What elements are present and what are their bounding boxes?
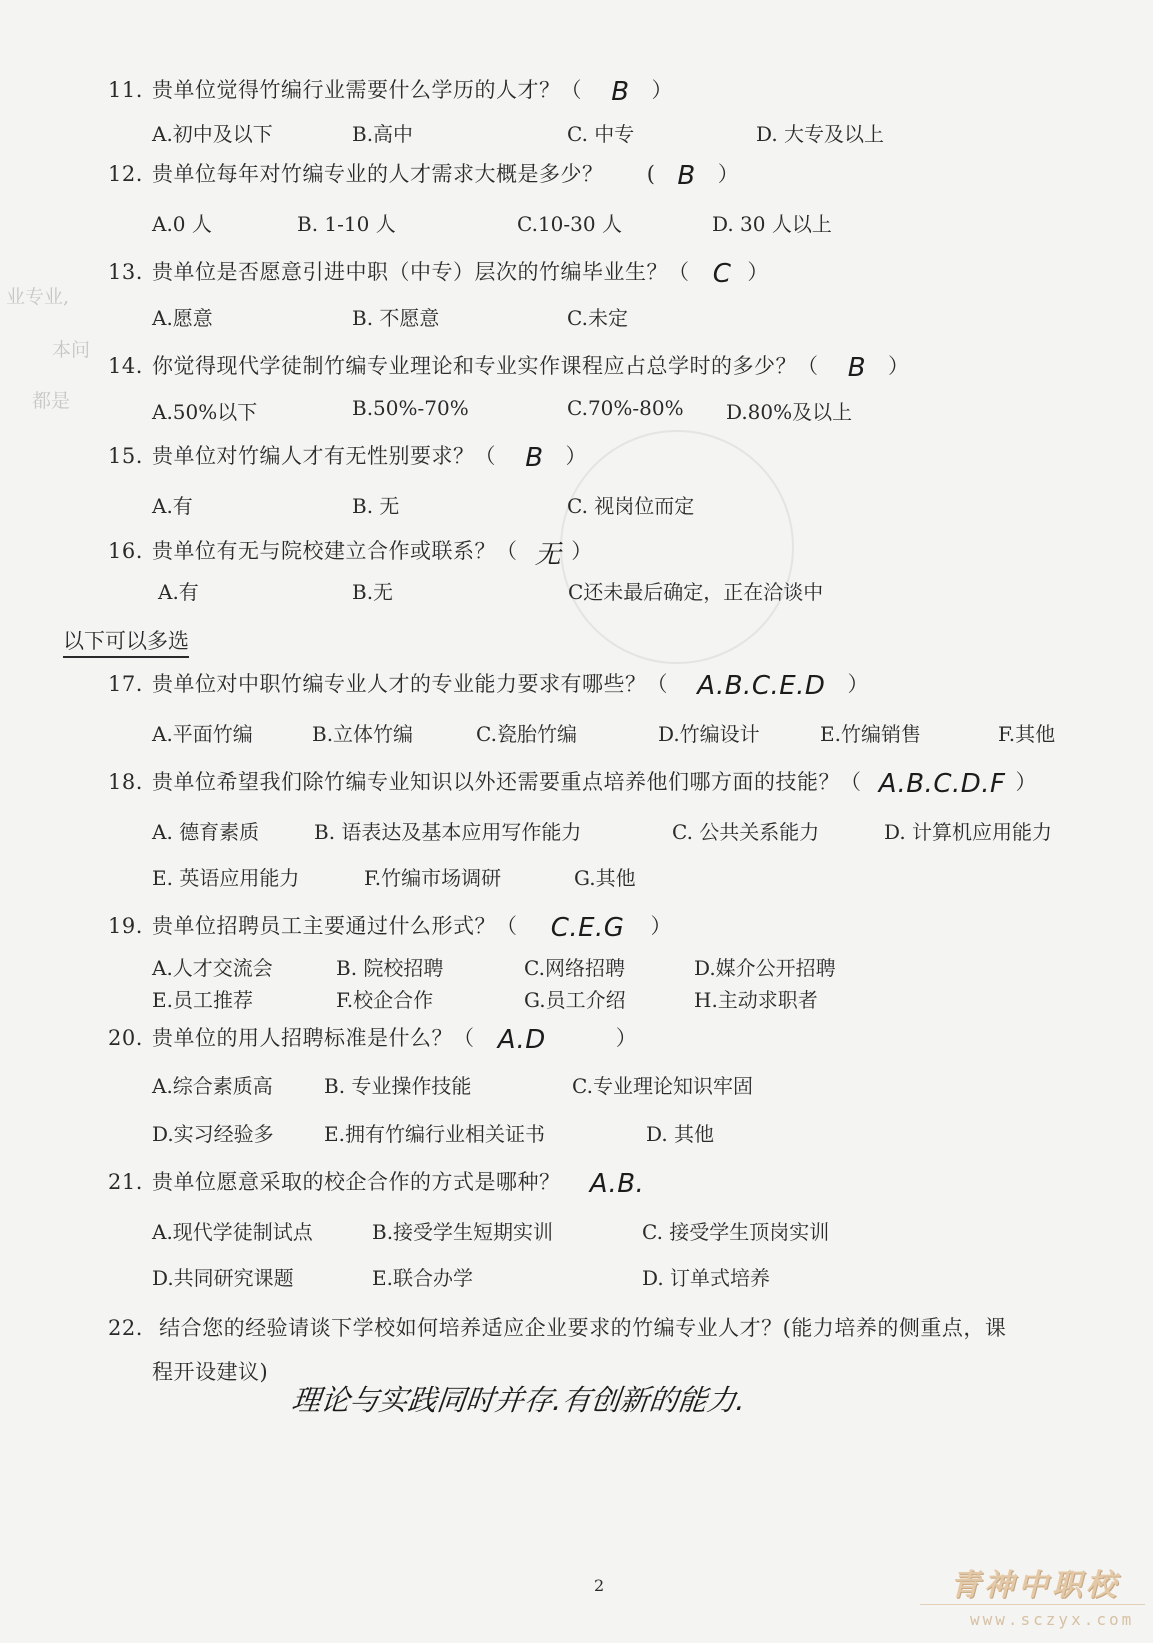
option: F.校企合作 [336, 988, 434, 1012]
option: E.员工推荐 [152, 988, 253, 1012]
option: B. 1-10 人 [297, 212, 396, 236]
handwritten-answer: A.B. [589, 1168, 645, 1199]
option: C.10-30 人 [517, 212, 622, 236]
question-14: 14. 你觉得现代学徒制竹编专业理论和专业实作课程应占总学时的多少？（ B ） [108, 352, 910, 383]
option: C.网络招聘 [524, 956, 625, 980]
option: D. 其他 [646, 1122, 715, 1146]
option: B.50%-70% [352, 396, 469, 420]
question-20: 20. 贵单位的用人招聘标准是什么？（ A.D ） [108, 1024, 638, 1055]
handwritten-answer: A.B.C.D.F [878, 768, 1006, 799]
option: B. 专业操作技能 [324, 1074, 472, 1098]
handwritten-answer: C [712, 258, 732, 289]
option: B.高中 [352, 122, 414, 146]
option: A.愿意 [152, 306, 213, 330]
handwritten-answer: C.E.G [550, 912, 625, 943]
option: B.无 [352, 580, 394, 604]
handwritten-answer-22: 理论与实践同时并存.有创新的能力. [290, 1383, 748, 1417]
handwritten-answer: B [525, 442, 544, 473]
handwritten-answer: A.D [497, 1024, 546, 1055]
option: F.竹编市场调研 [364, 866, 502, 890]
option: A.有 [152, 494, 193, 518]
question-16: 16. 贵单位有无与院校建立合作或联系？（ 无 ） [108, 534, 593, 571]
option: B.接受学生短期实训 [372, 1220, 554, 1244]
option: D.竹编设计 [658, 722, 760, 746]
question-22: 22. 结合您的经验请谈下学校如何培养适应企业要求的竹编专业人才？(能力培养的侧重点，课 [108, 1316, 1007, 1340]
faded-stamp-mark [560, 430, 794, 664]
option: A.有 [158, 580, 199, 604]
option: G.其他 [574, 866, 636, 890]
watermark-url: www.sczyx.com [970, 1610, 1135, 1629]
option: C.瓷胎竹编 [476, 722, 577, 746]
option: C.专业理论知识牢固 [572, 1074, 753, 1098]
option: D.80%及以上 [726, 400, 853, 424]
watermark-divider [920, 1604, 1145, 1605]
question-11: 11. 贵单位觉得竹编行业需要什么学历的人才？（ B ） [108, 76, 674, 107]
option: D. 大专及以上 [756, 122, 885, 146]
option: F.其他 [998, 722, 1056, 746]
option: A.人才交流会 [152, 956, 273, 980]
option: A.平面竹编 [152, 722, 253, 746]
option: E.拥有竹编行业相关证书 [324, 1122, 545, 1146]
question-19: 19. 贵单位招聘员工主要通过什么形式？（ C.E.G ） [108, 912, 672, 943]
option: E. 英语应用能力 [152, 866, 300, 890]
watermark-title: 青神中职校 [950, 1568, 1120, 1603]
option: A.50%以下 [152, 400, 258, 424]
question-21: 21. 贵单位愿意采取的校企合作的方式是哪种？ A.B. [108, 1168, 645, 1199]
handwritten-answer: B [611, 76, 630, 107]
handwritten-answer: B [847, 352, 867, 383]
option: E.竹编销售 [820, 722, 921, 746]
bleed-through-text: 业专业, [6, 286, 70, 308]
option: D. 订单式培养 [642, 1266, 771, 1290]
option: G.员工介绍 [524, 988, 626, 1012]
question-17: 17. 贵单位对中职竹编专业人才的专业能力要求有哪些？（ A.B.C.E.D ） [108, 670, 869, 701]
question-13: 13. 贵单位是否愿意引进中职（中专）层次的竹编毕业生？（ C ） [108, 258, 769, 289]
handwritten-answer: 无 [534, 540, 562, 570]
option: D. 30 人以上 [712, 212, 832, 236]
watermark [910, 1560, 1150, 1640]
option: A.现代学徒制试点 [152, 1220, 313, 1244]
option: H.主动求职者 [694, 988, 818, 1012]
section-heading-multi-select: 以下可以多选 [63, 625, 189, 658]
question-18: 18. 贵单位希望我们除竹编专业知识以外还需要重点培养他们哪方面的技能？（ A.B.C.D.F ） [108, 768, 1037, 799]
option: C.未定 [567, 306, 628, 330]
handwritten-answer: A.B.C.E.D [697, 670, 826, 701]
option: A.0 人 [152, 212, 212, 236]
question-22-continuation: 程开设建议) [152, 1360, 269, 1384]
handwritten-answer: B [677, 160, 696, 191]
option: B. 院校招聘 [336, 956, 444, 980]
option: E.联合办学 [372, 1266, 473, 1290]
option: D.实习经验多 [152, 1122, 274, 1146]
option: C. 公共关系能力 [672, 820, 820, 844]
bleed-through-text: 本问 [52, 339, 91, 361]
option: A. 德育素质 [152, 820, 260, 844]
option: A.初中及以下 [152, 122, 273, 146]
bleed-through-text: 都是 [32, 390, 71, 412]
question-12: 12. 贵单位每年对竹编专业的人才需求大概是多少？ ( B ） [108, 160, 740, 191]
option: D. 计算机应用能力 [884, 820, 1053, 844]
option: C. 中专 [567, 122, 635, 146]
option: B.立体竹编 [312, 722, 414, 746]
question-15: 15. 贵单位对竹编人才有无性别要求？（ B ） [108, 442, 588, 473]
option: C.70%-80% [567, 396, 684, 420]
option: D.共同研究课题 [152, 1266, 294, 1290]
option: B. 无 [352, 494, 400, 518]
option: C. 接受学生顶岗实训 [642, 1220, 830, 1244]
option: C. 视岗位而定 [567, 494, 695, 518]
option: B. 不愿意 [352, 306, 440, 330]
option: D.媒介公开招聘 [694, 956, 836, 980]
option: C还未最后确定，正在洽谈中 [568, 580, 824, 604]
option: A.综合素质高 [152, 1074, 273, 1098]
page-number: 2 [594, 1576, 605, 1595]
option: B. 语表达及基本应用写作能力 [314, 820, 582, 844]
